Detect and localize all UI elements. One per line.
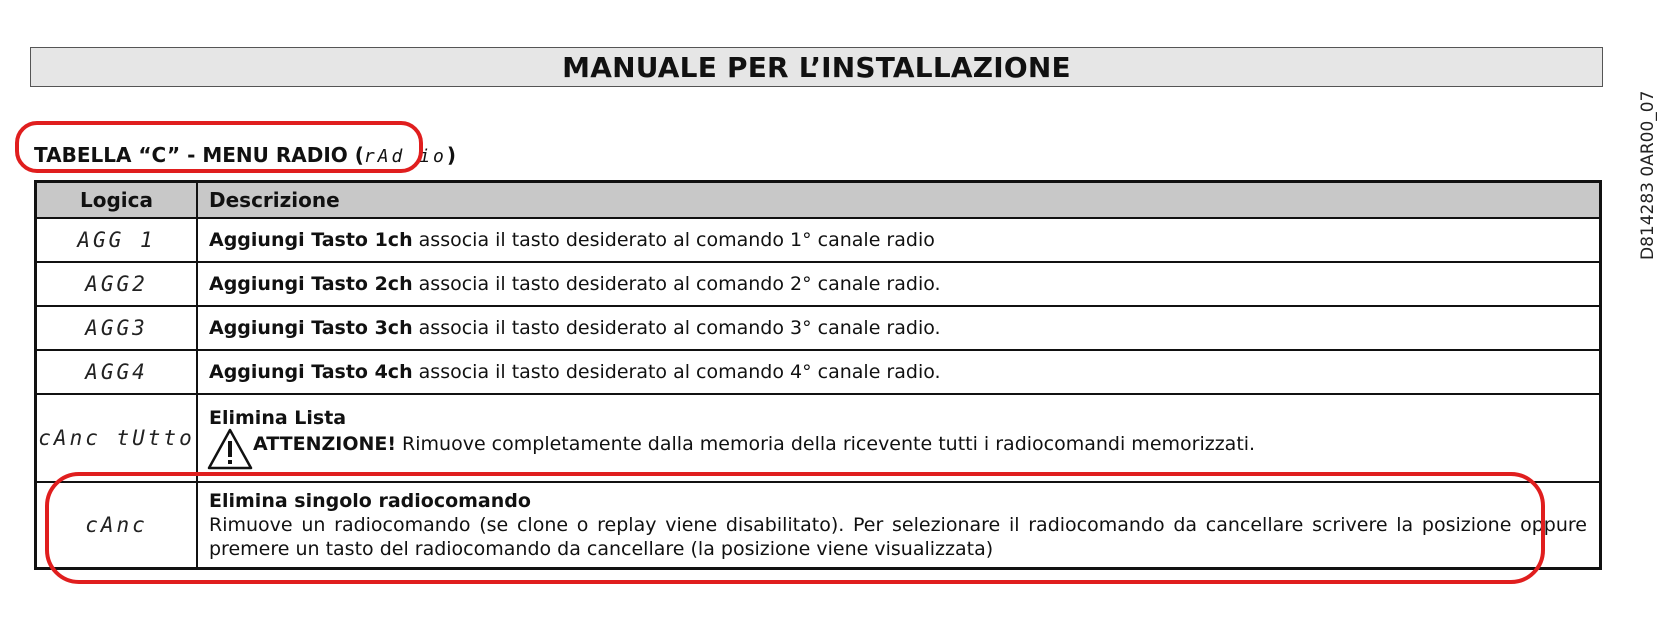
- logic-code: AGG 1: [77, 228, 156, 252]
- table-row: [37, 349, 1599, 393]
- table-title-suffix: ): [446, 143, 457, 167]
- table-row: [37, 481, 1599, 567]
- description-title: Aggiungi Tasto 3ch: [209, 317, 413, 339]
- table-row: [37, 217, 1599, 261]
- description-text: associa il tasto desiderato al comando 2° canale radio.: [412, 273, 941, 295]
- description-cell: [198, 263, 1599, 305]
- manual-title: MANUALE PER L’INSTALLAZIONE: [562, 50, 1071, 84]
- logic-code-cell: [37, 219, 198, 261]
- table-title-text: TABELLA “C” - MENU RADIO (: [34, 143, 364, 167]
- table-title-display-code: rAd io: [363, 146, 447, 167]
- logic-code-cell: [37, 395, 198, 481]
- table-row: [37, 305, 1599, 349]
- description-cell: [198, 395, 1599, 481]
- description-text: Rimuove un radiocomando (se clone o replay viene disabilitato). Per selezionare il radiocomando da cancellare scrivere la posizione oppure premere un tasto del radiocomando da cancellare (la posizione viene visualizzata): [209, 514, 1587, 560]
- table-header-row: [37, 183, 1599, 217]
- description-title: Elimina Lista: [209, 407, 347, 429]
- table-title: [34, 143, 456, 167]
- menu-radio-table: [34, 180, 1602, 570]
- logic-code: AGG4: [85, 360, 148, 384]
- column-header-logica: Logica: [37, 183, 198, 217]
- warning-line: [209, 430, 1587, 470]
- table-row: [37, 393, 1599, 481]
- logic-code: AGG3: [85, 316, 148, 340]
- description-title: Elimina singolo radiocomando: [209, 490, 531, 512]
- table-row: [37, 261, 1599, 305]
- manual-title-banner: [30, 47, 1603, 87]
- logic-code-cell: [37, 483, 198, 567]
- description-text: associa il tasto desiderato al comando 1° canale radio: [412, 229, 935, 251]
- warning-text: Rimuove completamente dalla memoria della ricevente tutti i radiocomandi memorizzati.: [396, 433, 1256, 455]
- description-text: associa il tasto desiderato al comando 4° canale radio.: [412, 361, 941, 383]
- description-cell: [198, 483, 1599, 567]
- document-code: D814283 0AR00_07: [1638, 90, 1658, 260]
- description-title: Aggiungi Tasto 2ch: [209, 273, 413, 295]
- description-cell: [198, 219, 1599, 261]
- description-title: Aggiungi Tasto 4ch: [209, 361, 413, 383]
- warning-label: ATTENZIONE!: [253, 433, 397, 455]
- warning-triangle-icon: [207, 428, 253, 470]
- description-cell: [198, 351, 1599, 393]
- logic-code-cell: [37, 307, 198, 349]
- description-text: associa il tasto desiderato al comando 3° canale radio.: [412, 317, 941, 339]
- column-header-descrizione: [198, 183, 1599, 217]
- logic-code: cAnc tUtto: [38, 426, 195, 450]
- column-header-descrizione-label: Descrizione: [209, 188, 340, 212]
- logic-code: AGG2: [85, 272, 148, 296]
- logic-code-cell: [37, 263, 198, 305]
- logic-code-cell: [37, 351, 198, 393]
- logic-code: cAnc: [85, 513, 148, 537]
- description-cell: [198, 307, 1599, 349]
- description-title: Aggiungi Tasto 1ch: [209, 229, 413, 251]
